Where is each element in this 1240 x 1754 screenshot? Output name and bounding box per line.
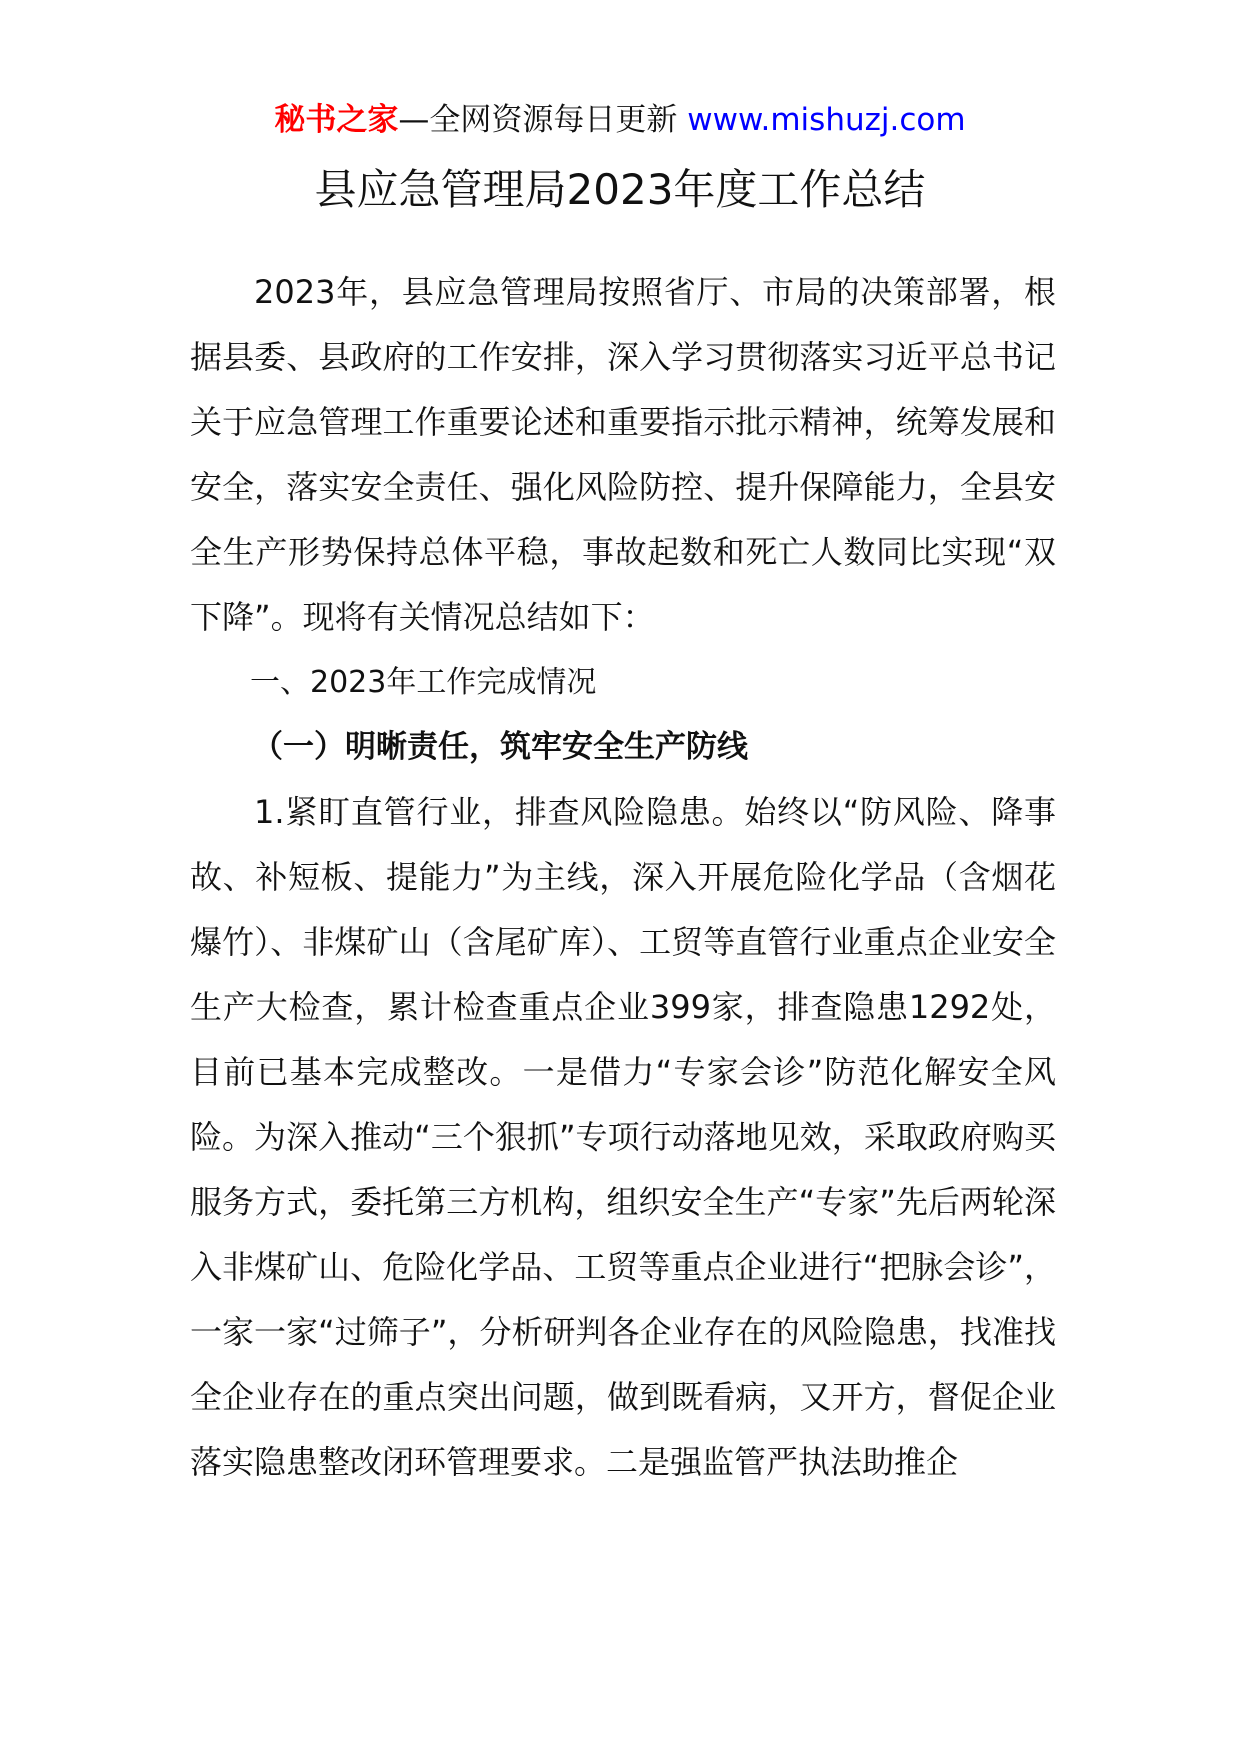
body-paragraph: 1.紧盯直管行业，排查风险隐患。始终以“防风险、降事故、补短板、提能力”为主线，深入开展危险化学品（含烟花爆竹）、非煤矿山（含尾矿库）、工贸等直管行业重点企业安全生产大检查，累计检查重点企业399家，排查隐患1292处，目前已基本完成整改。一是借力“专家会诊”防范化解安全风险。为深入推动“三个狠抓”专项行动落地见效，采取政府购买服务方式，委托第三方机构，组织安全生产“专家”先后两轮深入非煤矿山、危险化学品、工贸等重点企业进行“把脉会诊”，一家一家“过筛子”，分析研判各企业存在的风险隐患，找准找全企业存在的重点突出问题，做到既看病，又开方，督促企业落实隐患整改闭环管理要求。二是强监管严执法助推企 bbox=[190, 793, 1056, 1481]
site-url-link[interactable]: www.mishuzj.com bbox=[687, 102, 966, 138]
document-title: 县应急管理局2023年度工作总结 bbox=[314, 165, 926, 214]
subsection-heading: （一）明晰责任，筑牢安全生产防线 bbox=[252, 729, 748, 765]
section-heading: 一、2023年工作完成情况 bbox=[250, 665, 597, 700]
site-header bbox=[0, 98, 1240, 142]
document-body bbox=[190, 260, 1056, 1495]
brand-name: 秘书之家 bbox=[274, 102, 399, 138]
site-slogan: —全网资源每日更新 bbox=[398, 102, 678, 138]
intro-paragraph: 2023年，县应急管理局按照省厅、市局的决策部署，根据县委、县政府的工作安排，深入学习贯彻落实习近平总书记关于应急管理工作重要论述和重要指示批示精神，统筹发展和安全，落实安全责任、强化风险防控、提升保障能力，全县安全生产形势保持总体平稳，事故起数和死亡人数同比实现“双下降”。现将有关情况总结如下： bbox=[190, 273, 1056, 636]
